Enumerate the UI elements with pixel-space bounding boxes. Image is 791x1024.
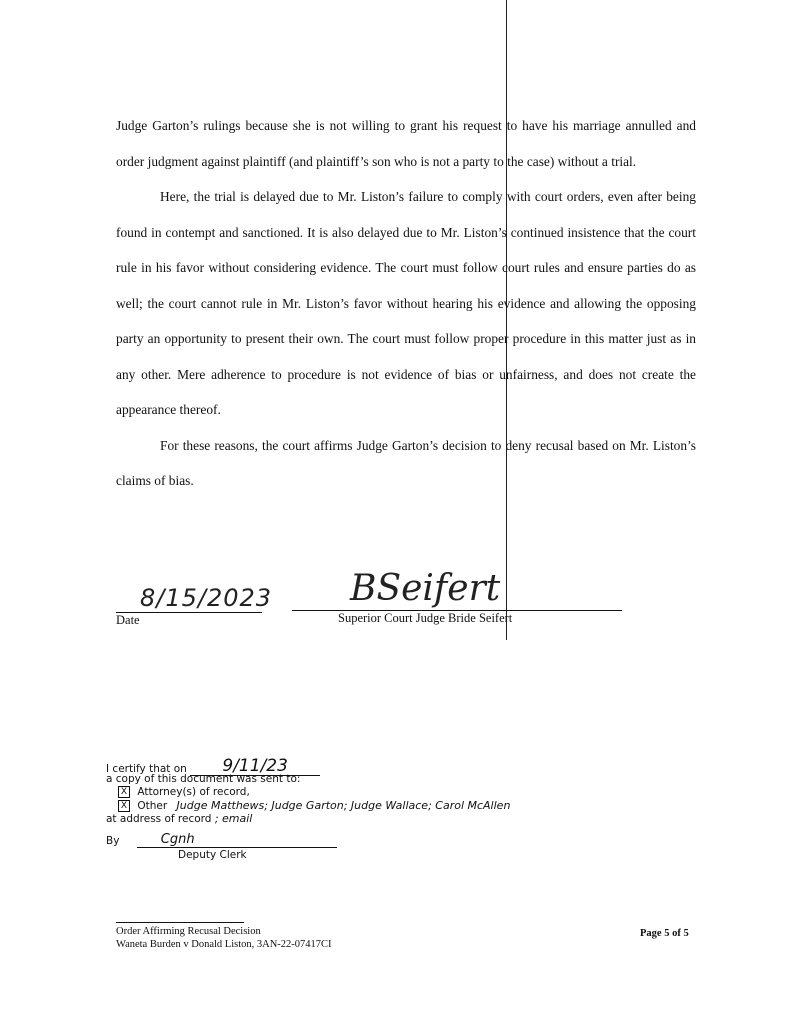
cert-row-6 bbox=[106, 833, 666, 849]
clerk-initials: Cgnh bbox=[160, 832, 195, 847]
cert-prefix: I certify that on bbox=[106, 763, 187, 775]
footer-rule bbox=[116, 922, 244, 923]
certificate-of-service bbox=[106, 756, 666, 862]
by-label: By bbox=[106, 835, 120, 847]
footer bbox=[116, 922, 716, 951]
address-method: ; email bbox=[214, 812, 253, 825]
address-label: at address of record bbox=[106, 813, 212, 825]
cert-row-5 bbox=[106, 812, 666, 825]
footer-title: Order Affirming Recusal Decision bbox=[116, 926, 261, 937]
clerk-title: Deputy Clerk bbox=[178, 849, 247, 861]
other-label: Other bbox=[137, 800, 168, 812]
other-recipients: Judge Matthews; Judge Garton; Judge Wallace; Carol McAllen bbox=[176, 799, 511, 812]
attorney-label: Attorney(s) of record, bbox=[137, 786, 250, 798]
order-body bbox=[116, 108, 696, 499]
paragraph-2: Here, the trial is delayed due to Mr. Liston’s failure to comply with court orders, even after being found in contempt and sanctioned. It is also delayed due to Mr. Liston’s continued insistence that the court rule in his favor without considering evidence. The court must follow court rules and ensure parties do as well; the court cannot rule in Mr. Liston’s favor without hearing his evidence and allowing the opposing party an opportunity to present their own. The court must follow proper procedure in this matter just as in any other. Mere adherence to procedure is not evidence of bias or unfairness, and does not create the appearance thereof. bbox=[116, 189, 696, 417]
clerk-signature-field bbox=[137, 833, 337, 848]
judge-label: Superior Court Judge Bride Seifert bbox=[292, 610, 622, 626]
paragraph-3: For these reasons, the court affirms Judge Garton’s decision to deny recusal based on Mr. Liston’s claims of bias. bbox=[116, 437, 696, 488]
cert-row-3 bbox=[106, 786, 666, 799]
cert-row-1 bbox=[106, 756, 666, 776]
judge-signature: BSeifert bbox=[350, 568, 501, 609]
cert-date: 9/11/23 bbox=[222, 756, 288, 776]
footer-case: Waneta Burden v Donald Liston, 3AN-22-07417CI bbox=[116, 939, 332, 950]
cert-row-2: a copy of this document was sent to: bbox=[106, 773, 301, 785]
page-number: Page 5 of 5 bbox=[640, 928, 689, 939]
other-checkbox: X bbox=[118, 800, 130, 812]
handwritten-date: 8/15/2023 bbox=[140, 584, 273, 612]
paragraph-1: Judge Garton’s rulings because she is not willing to grant his request to have his marriage annulled and order judgment against plaintiff (and plaintiff’s son who is not a party to the case) without a trial. bbox=[116, 118, 696, 169]
cert-row-4 bbox=[106, 799, 666, 812]
attorney-checkbox: X bbox=[118, 786, 130, 798]
date-label: Date bbox=[116, 612, 262, 628]
